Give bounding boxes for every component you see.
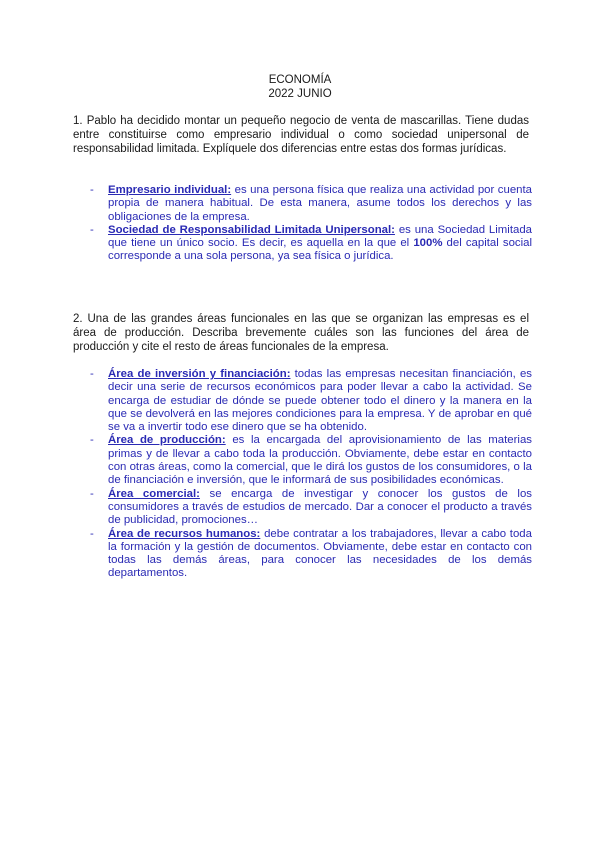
answer-text: debe contratar a los trabajadores, llevar a cabo toda la formación y la gestión de documentos. Obviamente, debe estar en contacto con todas las demás áreas, para conocer las necesidades de los demás departamentos. <box>108 527 532 580</box>
answer-area-inversion-financiacion <box>90 368 532 434</box>
answer-text: se encarga de investigar y conocer los gustos de los consumidores a través de estudios de mercado. Dar a conocer el producto a través de publicidad, promociones… <box>108 487 532 527</box>
answer-text: del capital social corresponde a una sola persona, ya sea física o jurídica. <box>108 237 532 263</box>
answer-term: Área de recursos humanos: <box>108 527 261 540</box>
list-bullet: - <box>90 527 94 540</box>
list-bullet: - <box>90 487 94 500</box>
answer-term: Área de inversión y financiación: <box>108 368 291 380</box>
answer-sociedad-unipersonal <box>90 224 532 264</box>
list-bullet: - <box>90 223 94 236</box>
question-2-answer-list <box>90 368 532 581</box>
answer-area-recursos-humanos <box>90 528 532 581</box>
answer-text: es una Sociedad Limitada que tiene un único socio. Es decir, es aquella en la que el <box>108 223 532 250</box>
answer-area-comercial <box>90 488 532 528</box>
answer-term: Área comercial: <box>108 487 200 500</box>
list-bullet: - <box>90 184 94 196</box>
answer-area-produccion <box>90 434 532 487</box>
answer-text: todas las empresas necesitan financiación, es decir una serie de recursos económicos para poder llevar a cabo la actividad. Se encarga de estudiar de dónde se puede obtener todo el dinero y la manera en la que se devolverá en las mejores condiciones para la empresa. Y de aprobar en qué se va a invertir todo ese dinero que se ha obtenido. <box>108 368 532 434</box>
list-bullet: - <box>90 368 94 380</box>
document-session: 2022 JUNIO <box>268 88 332 100</box>
answer-empresario-individual <box>90 184 532 224</box>
answer-term: Empresario individual: <box>108 184 232 196</box>
question-2-prompt: 2. Una de las grandes áreas funcionales en las que se organizan las empresas es el área de producción. Describa brevemente cuáles son las funciones del área de producción y cite el resto de áreas funcionales de la empresa. <box>73 313 529 353</box>
question-1-answer-list <box>90 184 532 264</box>
document-subject: ECONOMÍA <box>268 74 332 86</box>
answer-term: Área de producción: <box>108 434 226 447</box>
answer-text: es una persona física que realiza una actividad por cuenta propia de manera habitual. De esta manera, asume todos los derechos y las obligaciones de la empresa. <box>108 184 532 223</box>
answer-term: Sociedad de Responsabilidad Limitada Unipersonal: <box>108 223 395 236</box>
answer-highlight-percentage: 100% <box>413 237 443 250</box>
list-bullet: - <box>90 434 94 447</box>
answer-text: es la encargada del aprovisionamiento de las materias primas y de llevar a cabo toda la producción. Obviamente, debe estar en contacto con otras áreas, como la comercial, que le dirá los gustos de los consumidores, o la de financiación e inversión, que le informará de sus posibilidades económicas. <box>108 434 532 487</box>
question-1-prompt: 1. Pablo ha decidido montar un pequeño negocio de venta de mascarillas. Tiene dudas entre constituirse como empresario individual o como sociedad unipersonal de responsabilidad limitada. Explíquele dos diferencias entre estas dos formas jurídicas. <box>73 115 529 155</box>
